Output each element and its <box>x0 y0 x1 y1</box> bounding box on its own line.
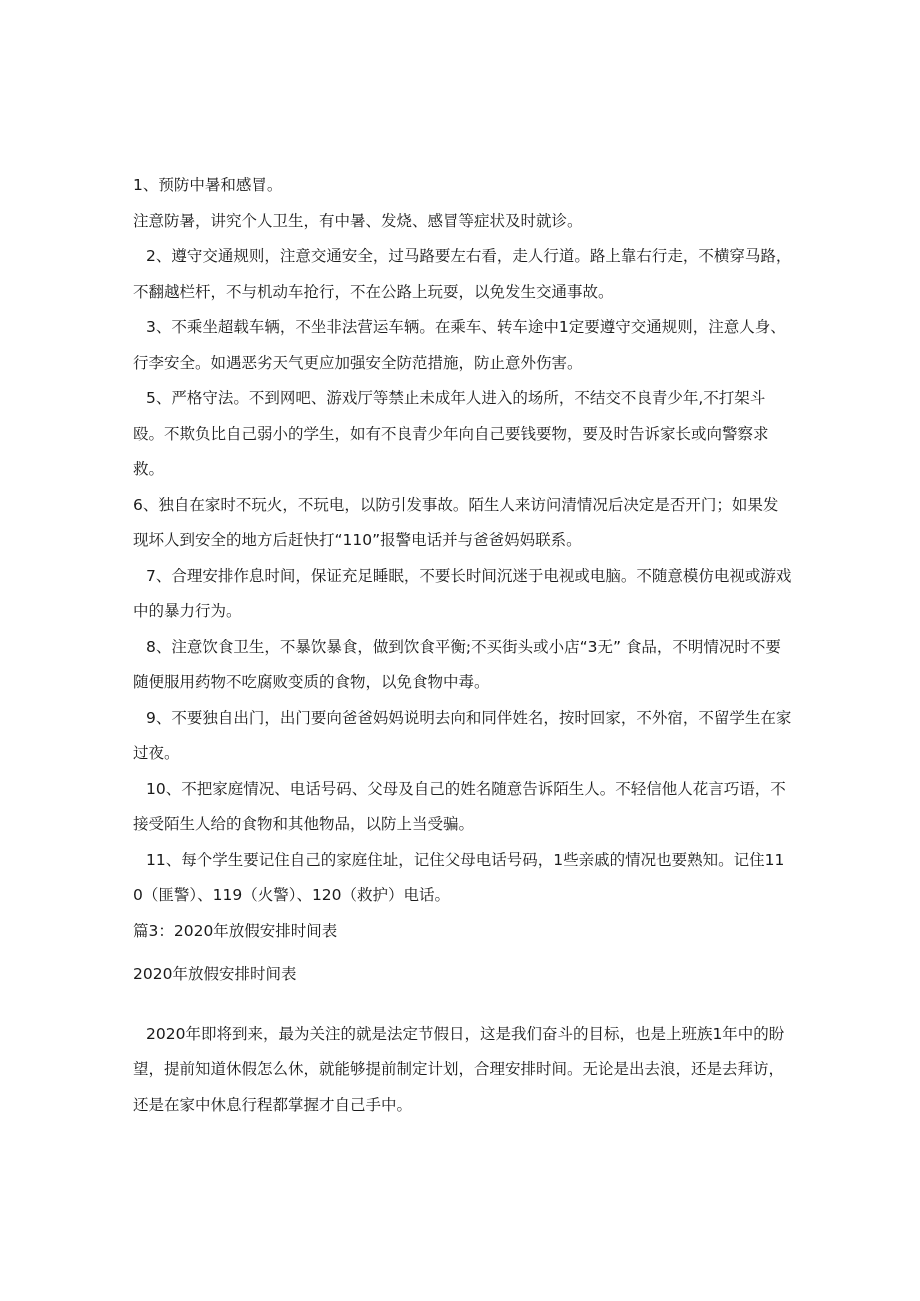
item-1-body: 注意防暑，讲究个人卫生，有中暑、发烧、感冒等症状及时就诊。 <box>133 211 583 230</box>
item-9: 9、不要独自出门，出门要向爸爸妈妈说明去向和同伴姓名，按时回家，不外宿，不留学生在家过夜。 <box>133 708 792 762</box>
item-2: 2、遵守交通规则，注意交通安全，过马路要左右看，走人行道。路上靠右行走，不横穿马路，不翻越栏杆，不与机动车抢行，不在公路上玩耍，以免发生交通事故。 <box>133 247 792 301</box>
document-body <box>133 168 793 1123</box>
section-title: 2020年放假安排时间表 <box>133 965 297 983</box>
item-11: 11、每个学生要记住自己的家庭住址，记住父母电话号码，1些亲戚的情况也要熟知。记住110（匪警）、119（火警）、120（救护）电话。 <box>133 850 785 904</box>
item-8: 8、注意饮食卫生，不暴饮暴食，做到饮食平衡;不买街头或小店“3无” 食品，不明情况时不要随便服用药物不吃腐败变质的食物，以免食物中毒。 <box>133 637 781 691</box>
item-6: 6、独自在家时不玩火，不玩电，以防引发事故。陌生人来访问清情况后决定是否开门；如果发现坏人到安全的地方后赶快打“110”报警电话并与爸爸妈妈联系。 <box>133 495 779 549</box>
item-3: 3、不乘坐超载车辆，不坐非法营运车辆。在乘车、转车途中1定要遵守交通规则，注意人身、行李安全。如遇恶劣天气更应加强安全防范措施，防止意外伤害。 <box>133 318 786 372</box>
intro-paragraph: 2020年即将到来，最为关注的就是法定节假日，这是我们奋斗的目标，也是上班族1年中的盼望，提前知道休假怎么休，就能够提前制定计划，合理安排时间。无论是出去浪，还是去拜访，还是在家中休息行程都掌握才自己手中。 <box>133 1024 785 1114</box>
section-heading: 篇3：2020年放假安排时间表 <box>133 921 338 940</box>
item-1-heading: 1、预防中暑和感冒。 <box>133 176 283 194</box>
item-10: 10、不把家庭情况、电话号码、父母及自己的姓名随意告诉陌生人。不轻信他人花言巧语，不接受陌生人给的食物和其他物品，以防上当受骗。 <box>133 779 786 833</box>
item-7: 7、合理安排作息时间，保证充足睡眠，不要长时间沉迷于电视或电脑。不随意模仿电视或游戏中的暴力行为。 <box>133 566 792 620</box>
item-5: 5、严格守法。不到网吧、游戏厅等禁止未成年人进入的场所，不结交不良青少年,不打架斗殴。不欺负比自己弱小的学生，如有不良青少年向自己要钱要物，要及时告诉家长或向警察求救。 <box>133 389 769 478</box>
